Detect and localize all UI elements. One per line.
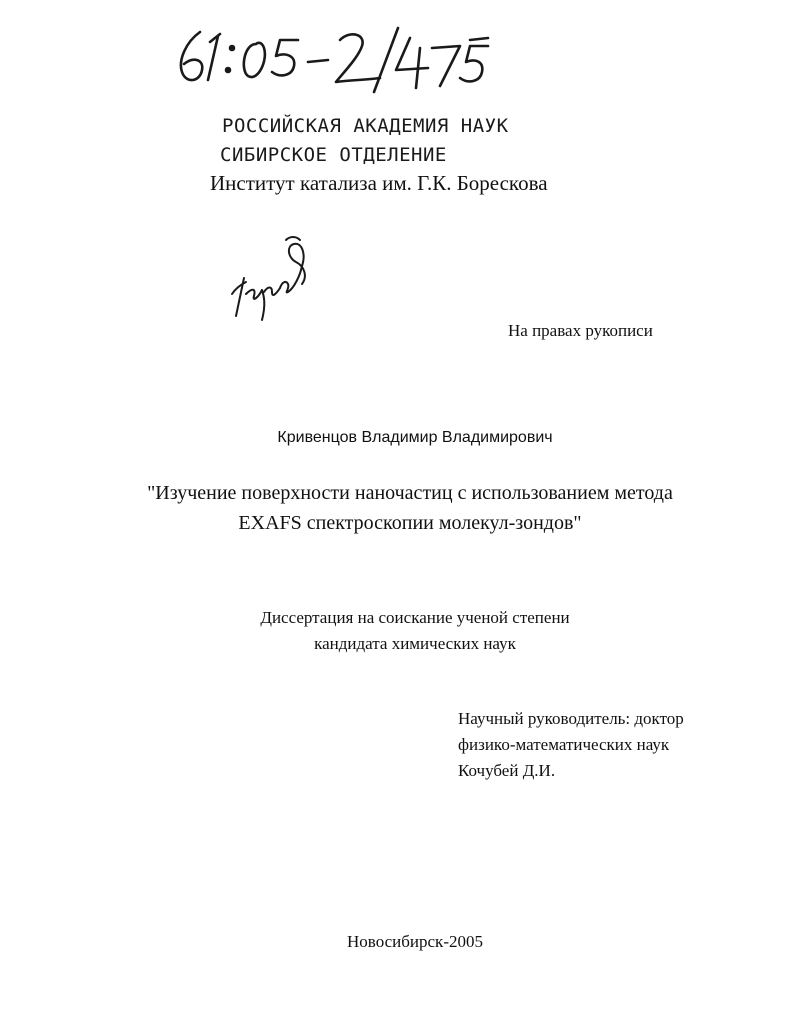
rights-note: На правах рукописи [508, 321, 653, 340]
supervisor-line-1: Научный руководитель: доктор [458, 709, 684, 728]
institute-name: Институт катализа им. Г.К. Борескова [210, 171, 548, 195]
supervisor-line-2: физико-математических наук [458, 735, 670, 754]
city-year: Новосибирск-2005 [347, 932, 483, 951]
author-name: Кривенцов Владимир Владимирович [277, 429, 553, 446]
handwritten-signature [222, 232, 322, 327]
academy-name: РОССИЙСКАЯ АКАДЕМИЯ НАУК [222, 115, 509, 137]
degree-line-1: Диссертация на соискание ученой степени [260, 608, 570, 627]
dissertation-title-line-2: EXAFS спектроскопии молекул-зондов" [238, 512, 582, 534]
dissertation-title-line-1: "Изучение поверхности наночастиц с использованием метода [147, 482, 673, 504]
handwritten-archive-number [170, 18, 490, 100]
branch-name: СИБИРСКОЕ ОТДЕЛЕНИЕ [220, 144, 447, 166]
degree-line-2: кандидата химических наук [314, 634, 516, 653]
supervisor-name: Кочубей Д.И. [458, 761, 556, 780]
